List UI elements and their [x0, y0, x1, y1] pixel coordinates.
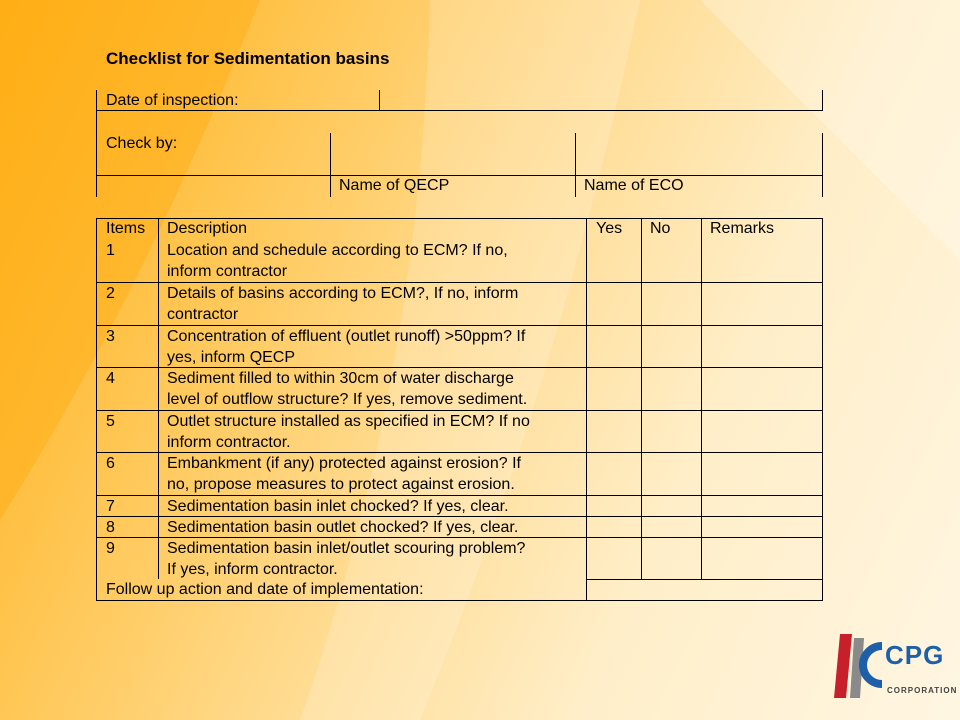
check-by-label: Check by:	[106, 135, 178, 152]
form-border	[96, 110, 823, 111]
header-remarks: Remarks	[710, 220, 775, 237]
item-number: 2	[106, 285, 115, 302]
form-border	[330, 133, 331, 197]
eco-name-label: Name of ECO	[584, 177, 684, 194]
table-line	[96, 218, 823, 219]
item-description: level of outflow structure? If yes, remove sediment.	[167, 391, 528, 408]
table-line	[701, 218, 702, 579]
header-no: No	[650, 220, 671, 237]
item-description: If yes, inform contractor.	[167, 561, 338, 578]
header-description: Description	[167, 220, 248, 237]
logo-red-bar	[834, 634, 852, 698]
item-description: contractor	[167, 306, 239, 323]
page-title: Checklist for Sedimentation basins	[106, 49, 390, 68]
item-description: Location and schedule according to ECM? If no,	[167, 242, 508, 259]
item-description: Sedimentation basin inlet chocked? If yes, clear.	[167, 498, 509, 515]
item-description: Sedimentation basin outlet chocked? If yes, clear.	[167, 519, 519, 536]
item-number: 3	[106, 328, 115, 345]
header-yes: Yes	[596, 220, 623, 237]
item-description: Concentration of effluent (outlet runoff) >50ppm? If	[167, 328, 526, 345]
item-number: 5	[106, 413, 115, 430]
header-items: Items	[106, 220, 146, 237]
table-line	[586, 579, 823, 580]
form-border	[379, 90, 380, 110]
item-description: Embankment (if any) protected against erosion? If	[167, 455, 521, 472]
follow-up-label: Follow up action and date of implementation:	[106, 581, 424, 598]
form-border	[96, 175, 97, 197]
form-border	[96, 90, 97, 179]
item-number: 1	[106, 242, 115, 259]
form-border	[822, 133, 823, 197]
form-border	[575, 133, 576, 197]
table-line	[641, 218, 642, 579]
item-number: 8	[106, 519, 115, 536]
logo-subtext: CORPORATION	[887, 686, 958, 695]
item-number: 6	[106, 455, 115, 472]
item-description: Outlet structure installed as specified in ECM? If no	[167, 413, 530, 430]
table-line	[158, 218, 159, 579]
logo-c-arc	[863, 646, 882, 684]
form-border	[96, 175, 823, 176]
form-border	[822, 90, 823, 110]
table-line	[96, 600, 823, 601]
table-line	[586, 218, 587, 600]
item-description: Sediment filled to within 30cm of water discharge	[167, 370, 514, 387]
qecp-name-label: Name of QECP	[339, 177, 450, 194]
item-description: yes, inform QECP	[167, 349, 296, 366]
item-number: 7	[106, 498, 115, 515]
logo-text: CPG	[885, 640, 945, 670]
item-description: Sedimentation basin inlet/outlet scouring problem?	[167, 540, 526, 557]
item-number: 4	[106, 370, 115, 387]
item-description: inform contractor.	[167, 434, 291, 451]
item-description: Details of basins according to ECM?, If no, inform	[167, 285, 519, 302]
item-number: 9	[106, 540, 115, 557]
date-of-inspection-label: Date of inspection:	[106, 92, 239, 109]
item-description: no, propose measures to protect against erosion.	[167, 476, 515, 493]
item-description: inform contractor	[167, 263, 288, 280]
